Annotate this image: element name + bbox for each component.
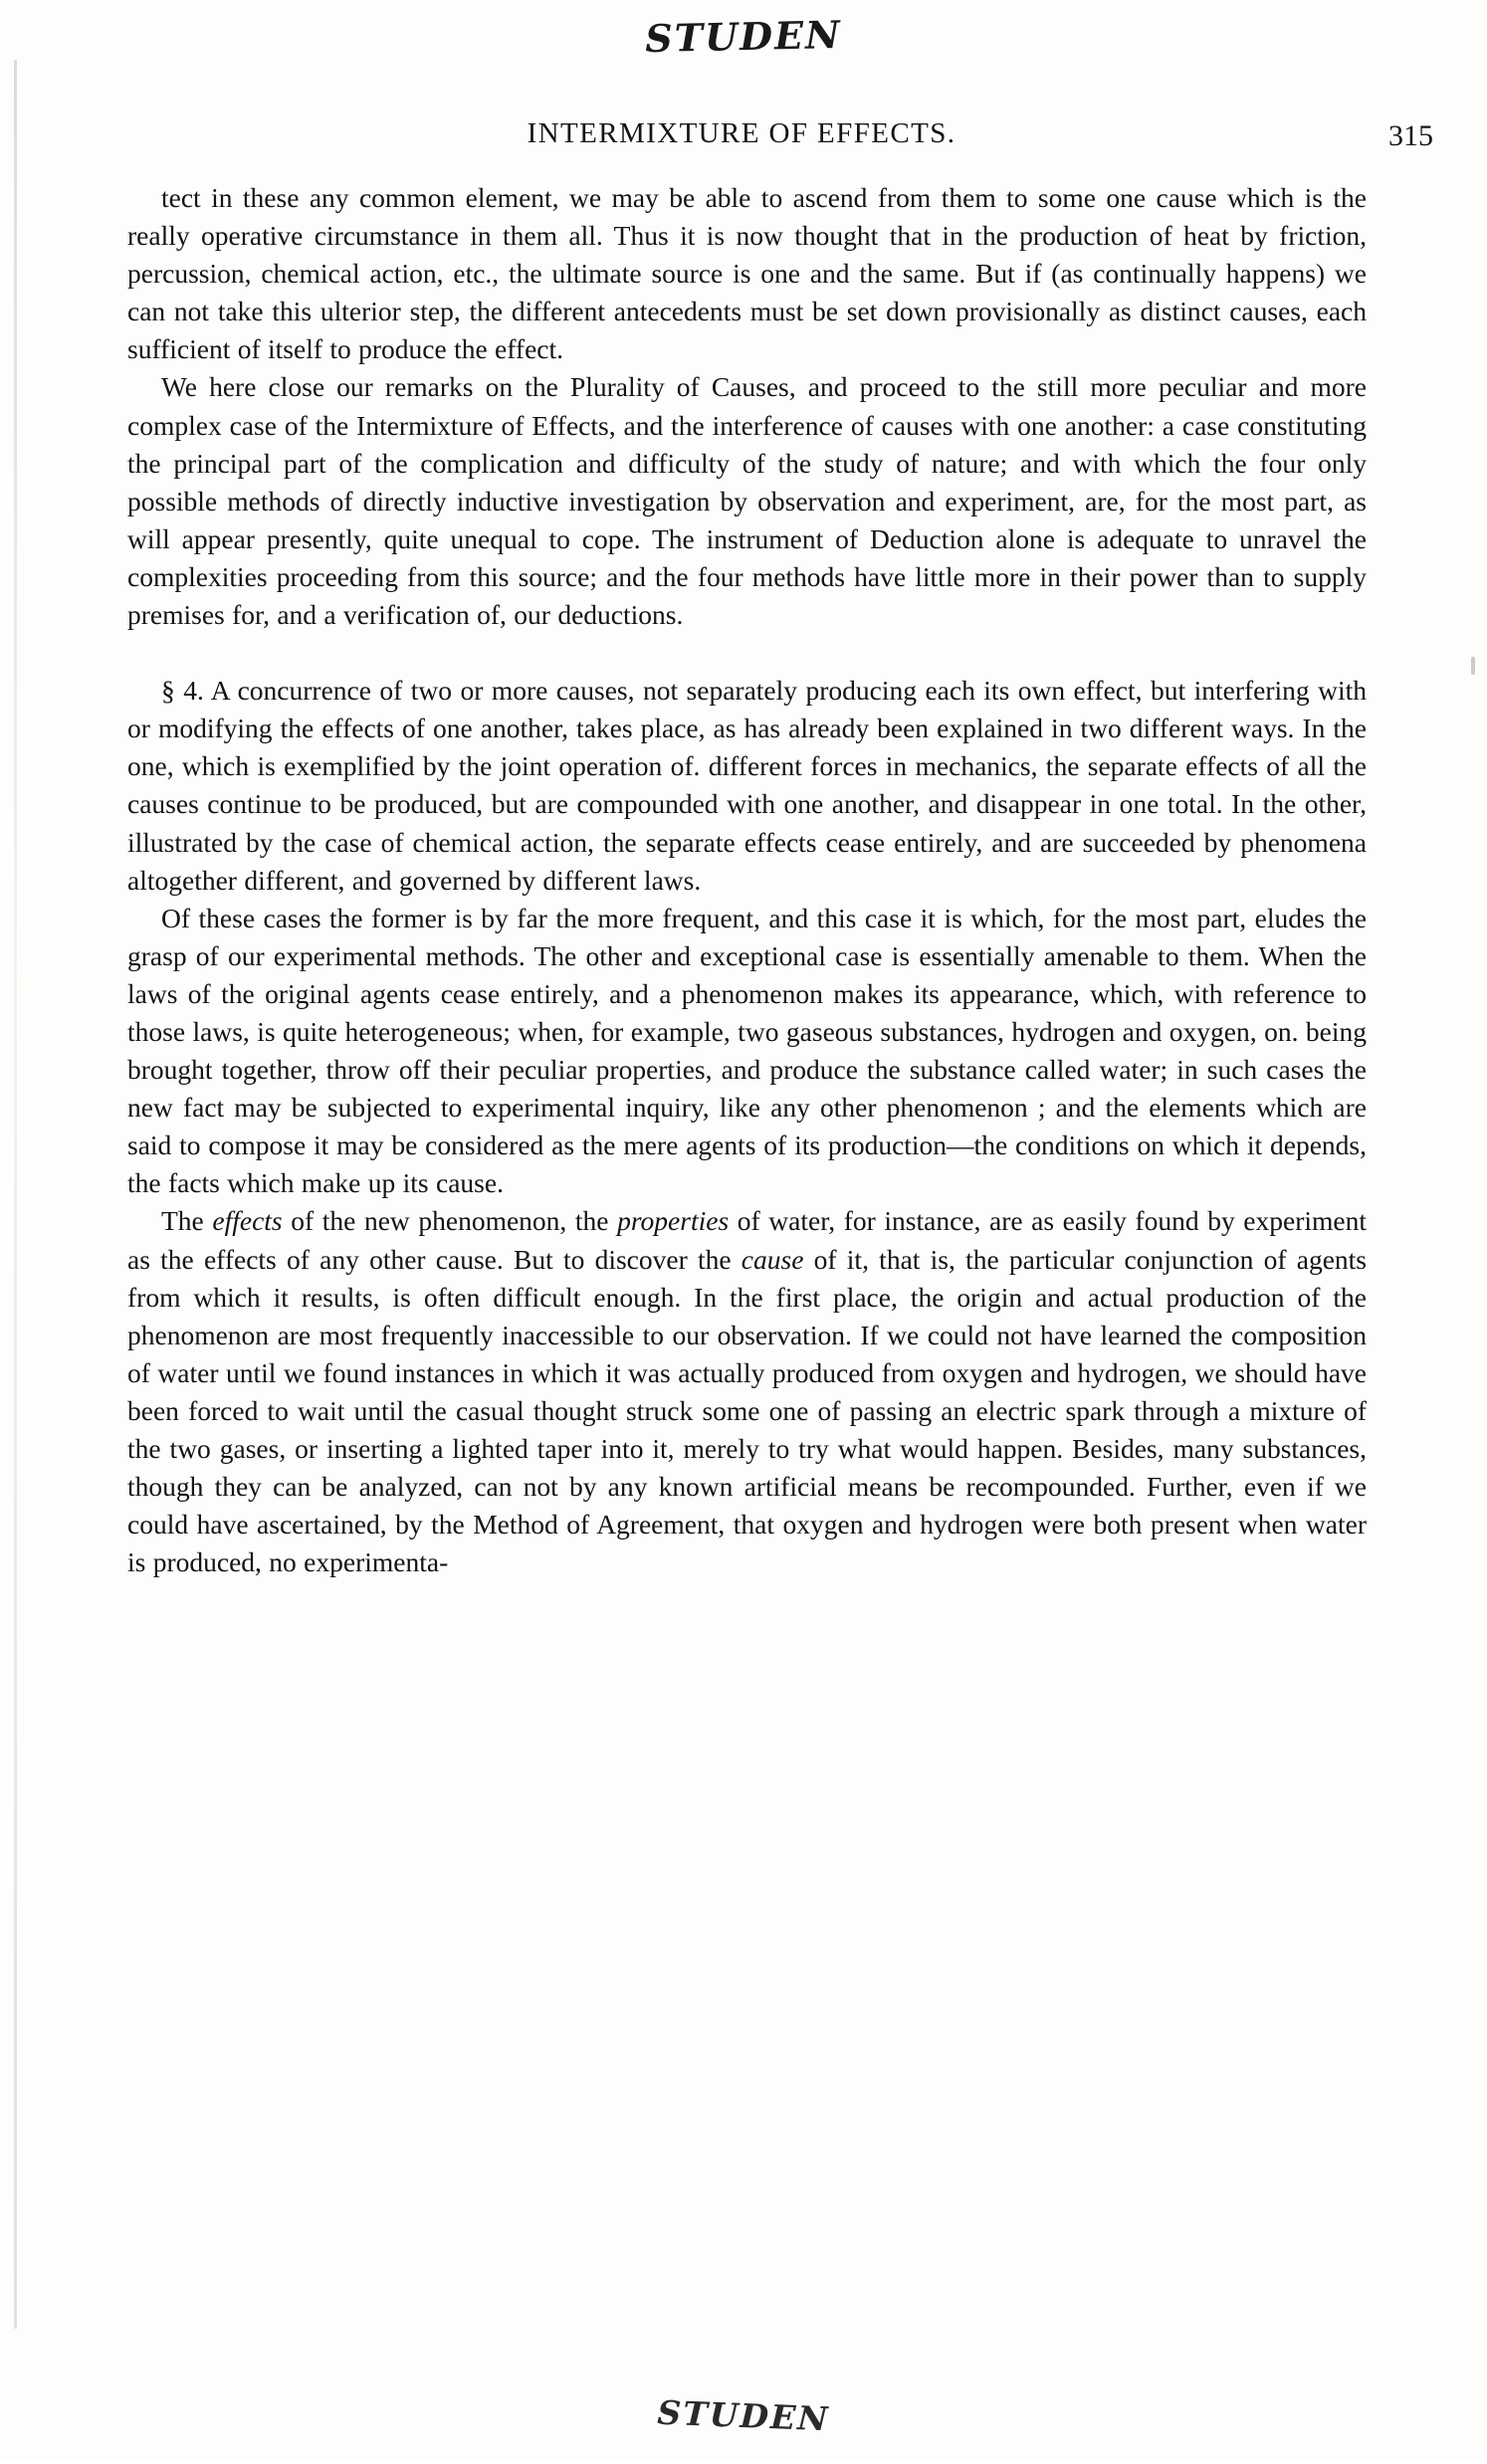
scan-edge-right (1471, 657, 1475, 675)
library-stamp-top: STUDEN (644, 11, 843, 62)
page-number: 315 (1388, 119, 1433, 152)
italic-term: cause (741, 1243, 804, 1275)
paragraph-5 (127, 1202, 1367, 1581)
body-text-column (127, 179, 1367, 1581)
page-header (129, 117, 1433, 157)
text-run: The (161, 1205, 213, 1237)
paragraph-4: Of these cases the former is by far the more frequent, and this case it is which, for the most part, eludes the grasp of our experimental methods. The other and exceptional case is essentially amenable to them. When the laws of the original agents cease entirely, and a phenomenon makes its appearance, which, with reference to those laws, is quite heterogeneous; when, for example, two gaseous substances, hydrogen and oxygen, on. being brought together, throw off their peculiar properties, and produce the substance called water; in such cases the new fact may be subjected to experimental inquiry, like any other phenomenon ; and the elements which are said to compose it may be considered as the mere agents of its production—the conditions on which it depends, the facts which make up its cause. (127, 902, 1367, 1199)
italic-term: effects (212, 1205, 283, 1237)
scan-edge-left (14, 60, 17, 2329)
paragraph-1: tect in these any common element, we may be able to ascend from them to some one cause which is the really operative circumstance in them all. Thus it is now thought that in the production of heat by friction, percussion, chemical action, etc., the ultimate source is one and the same. But if (as continually happens) we can not take this ulterior step, the different antecedents must be set down provisionally as distinct causes, each sufficient of itself to produce the effect. (127, 182, 1367, 365)
paragraph-2: We here close our remarks on the Plurality of Causes, and proceed to the still more peculiar and more complex case of the Intermixture of Effects, and the interference of causes with one another: a case constituting the principal part of the complication and difficulty of the study of nature; and with which the four only possible methods of directly inductive investigation by observation and experiment, are, for the most part, as will appear presently, quite unequal to cope. The instrument of Deduction alone is adequate to unravel the complexities proceeding from this source; and the four methods have little more in their power than to supply premises for, and a verification of, our deductions. (127, 371, 1367, 631)
library-stamp-bottom: STUDEN (656, 2392, 831, 2439)
italic-term: properties (617, 1205, 730, 1237)
text-run: of water, for instance, are as easily found by experiment as the effects of any other cause. But to discover the (127, 1205, 1367, 1275)
text-run: of the new phenomenon, the (282, 1205, 618, 1237)
paragraph-3-section-4: § 4. A concurrence of two or more causes, not separately producing each its own effect, but interfering with or modifying the effects of one another, takes place, as has already been explained in two different ways. In the one, which is exemplified by the joint operation of. different forces in mechanics, the separate effects of all the causes continue to be produced, but are compounded with one another, and disappear in one total. In the other, illustrated by the case of chemical action, the separate effects cease entirely, and are succeeded by phenomena altogether different, and governed by different laws. (127, 675, 1367, 896)
running-head: INTERMIXTURE OF EFFECTS. (527, 117, 956, 149)
text-run: of it, that is, the particular conjunction of agents from which it results, is often difficult enough. In the first place, the origin and actual production of the phenomenon are most frequently inaccessible to our observation. If we could not have learned the composition of water until we found instances in which it was actually produced from oxygen and hydrogen, we should have been forced to wait until the casual thought struck some one of passing an electric spark through a mixture of the two gases, or inserting a lighted taper into it, merely to try what would happen. Besides, many substances, though they can be analyzed, can not by any known artificial means be recompounded. Further, even if we could have ascertained, by the Method of Agreement, that oxygen and hydrogen were both present when water is produced, no experimenta- (127, 1243, 1367, 1578)
